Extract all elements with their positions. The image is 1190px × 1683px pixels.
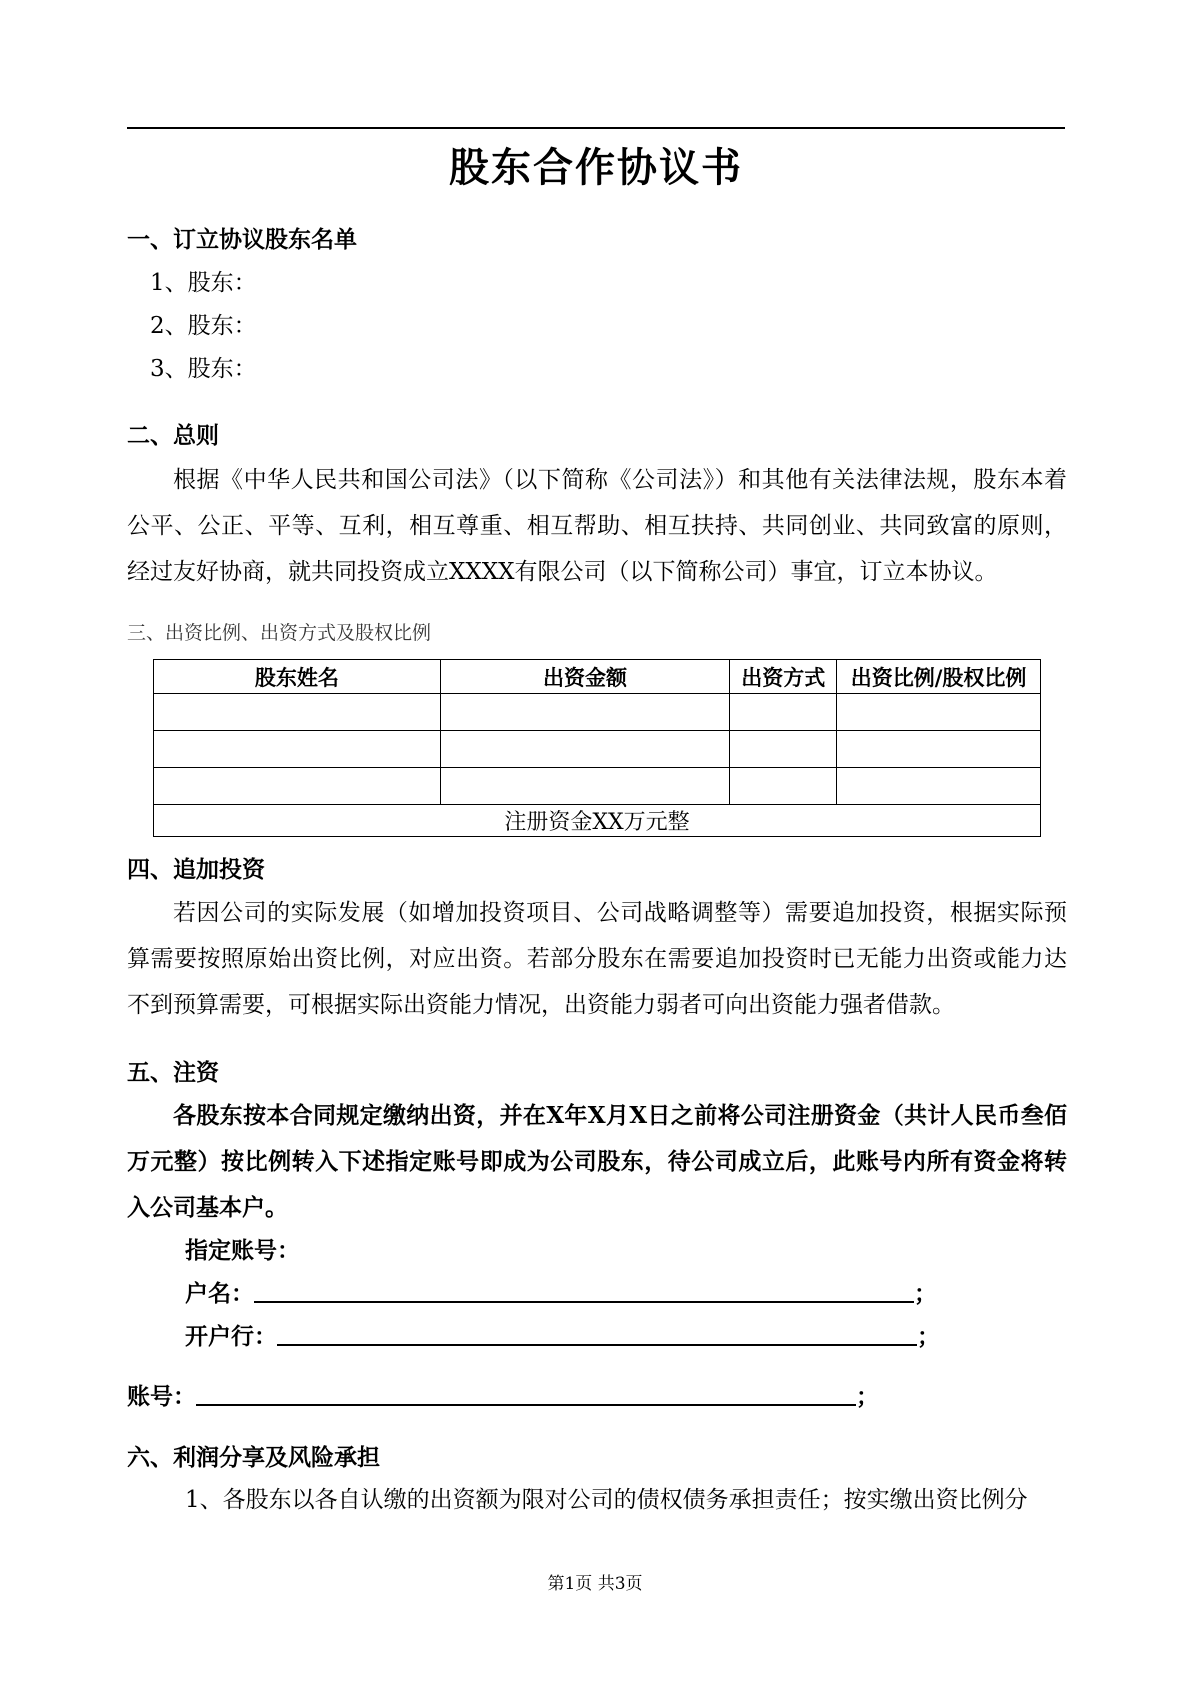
table-cell — [440, 694, 730, 731]
table-cell — [154, 768, 441, 805]
additional-investment-paragraph: 若因公司的实际发展（如增加投资项目、公司战略调整等）需要追加投资，根据实际预算需要按照原始出资比例，对应出资。若部分股东在需要追加投资时已无能力出资或能力达不到预算需要，可根据实际出资能力情况，出资能力弱者可向出资能力强者借款。 — [127, 900, 1067, 1018]
shareholder-line-3: 3、股东： — [150, 356, 257, 382]
page-footer: 第1页 共3页 — [547, 1574, 643, 1594]
table-row — [154, 768, 1041, 805]
registered-capital-total: 注册资金XX万元整 — [154, 805, 1041, 837]
table-cell — [154, 731, 441, 768]
general-principles-paragraph: 根据《中华人民共和国公司法》（以下简称《公司法》）和其他有关法律法规，股东本着公平、公正、平等、互利，相互尊重、相互帮助、相互扶持、共同创业、共同致富的原则，经过友好协商，就共同投资成立XXXX有限公司（以下简称公司）事宜，订立本协议。 — [127, 467, 1067, 585]
table-header-row — [154, 660, 1041, 694]
table-cell — [730, 694, 837, 731]
bank-blank — [277, 1322, 917, 1346]
section-2-heading: 二、总则 — [127, 422, 219, 449]
account-number-blank — [196, 1382, 856, 1406]
line-end-mark: ； — [856, 1383, 879, 1410]
bank-label: 开户行： — [185, 1323, 277, 1350]
table-cell — [837, 694, 1041, 731]
profit-sharing-item-1: 1、各股东以各自认缴的出资额为限对公司的债权债务承担责任；按实缴出资比例分 — [185, 1487, 1028, 1513]
designated-account-label: 指定账号： — [185, 1237, 300, 1264]
top-rule — [127, 127, 1065, 129]
capital-injection-paragraph: 各股东按本合同规定缴纳出资，并在X年X月X日之前将公司注册资金（共计人民币叁佰万元整）按比例转入下述指定账号即成为公司股东，待公司成立后，此账号内所有资金将转入公司基本户。 — [127, 1102, 1067, 1221]
table-row — [154, 694, 1041, 731]
table-cell — [730, 731, 837, 768]
table-cell — [154, 694, 441, 731]
shareholder-line-1: 1、股东： — [150, 270, 257, 296]
section-5-heading: 五、注资 — [127, 1059, 219, 1086]
bank-field — [185, 1322, 940, 1352]
shareholder-line-2: 2、股东： — [150, 313, 257, 339]
table-row — [154, 731, 1041, 768]
column-header-amount: 出资金额 — [440, 660, 730, 694]
table-total-row — [154, 805, 1041, 837]
investment-table — [153, 659, 1041, 837]
section-1-heading: 一、订立协议股东名单 — [127, 226, 357, 253]
table-cell — [837, 768, 1041, 805]
section-4-heading: 四、追加投资 — [127, 856, 265, 883]
table-cell — [440, 731, 730, 768]
account-number-label: 账号： — [127, 1383, 196, 1410]
section-6-heading: 六、利润分享及风险承担 — [127, 1444, 380, 1471]
column-header-name: 股东姓名 — [154, 660, 441, 694]
table-cell — [440, 768, 730, 805]
column-header-ratio: 出资比例/股权比例 — [837, 660, 1041, 694]
account-name-field — [185, 1279, 937, 1309]
line-end-mark: ； — [914, 1280, 937, 1307]
account-name-blank — [254, 1279, 914, 1303]
column-header-method: 出资方式 — [730, 660, 837, 694]
line-end-mark: ； — [917, 1323, 940, 1350]
table-cell — [837, 731, 1041, 768]
account-number-field — [127, 1382, 879, 1412]
section-3-heading: 三、出资比例、出资方式及股权比例 — [127, 622, 432, 644]
account-name-label: 户名： — [185, 1280, 254, 1307]
document-title: 股东合作协议书 — [449, 144, 743, 191]
table-cell — [730, 768, 837, 805]
